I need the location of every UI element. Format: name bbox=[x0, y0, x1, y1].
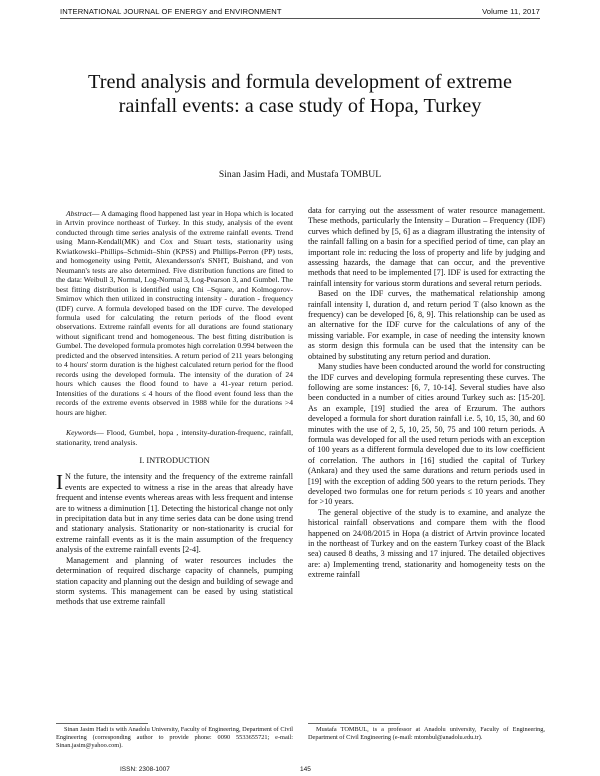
right-paragraph-1: data for carrying out the assessment of water resource management. These methods, particularly the Intensity – Duration – Frequency (IDF) curves which defined by [5, 6] as a diagram illustrating the intensity of the rainfall falling on a basin for a specified period of time, can play an important role in: reducing the loss of property and life by judging and assessing hazards, the damage that can occur, and the preventive methods that need to be implemented [7]. IDF is used for extracting the rainfall intensity for various storm durations and several return periods. bbox=[308, 206, 545, 288]
paper-authors: Sinan Jasim Hadi, and Mustafa TOMBUL bbox=[218, 169, 382, 180]
page-footer bbox=[120, 766, 480, 776]
keywords bbox=[56, 428, 293, 447]
paper-title: Trend analysis and formula development of extreme rainfall events: a case study of Hopa, Turkey bbox=[88, 71, 512, 117]
introduction-body bbox=[56, 472, 293, 607]
keywords-dash: — bbox=[96, 427, 107, 437]
intro-paragraph-1-text: N the future, the intensity and the frequency of the extreme rainfall events are expected to witness a rise in the areas that already have frequent and intense events whereas areas with less frequent and intense are to witness a diminution [1]. Detecting the historical change not only in precipitation data but in any time series data can be done using trend and stationary analysis. Stationarity or non-stationarity is crucial for extreme rainfall events as it is the main assumption of the frequency analysis of the extreme rainfall events [2-4]. bbox=[56, 472, 293, 555]
abstract bbox=[56, 209, 293, 417]
keywords-text: Flood, Gumbel, hopa , intensity-duration-frequenc, rainfall, stationarity, trend analysis. bbox=[56, 427, 293, 447]
volume-label: Volume 11, 2017 bbox=[482, 7, 540, 16]
section-heading-introduction bbox=[56, 456, 293, 466]
right-paragraph-3: Many studies have been conducted around the world for constructing the IDF curves and developing formula representing these curves. The following are some instances: [6, 7, 10-14]. Several studies have also been conducted in a number of cities around Turkey such as: [15-20]. As an example, [19] studied the area of Erzurum. The authors developed a formula for short duration rainfall i.e. 5, 10, 15, 30, and 60 minutes with the use of 2, 5, 10, 25, 50, 75 and 100 return periods. A formula was developed for all the used return periods with an exception of 100 years as a different formula developed due to its low coefficient of correlation. The authors in [16] studied the capital of Turkey (Ankara) and they used the same durations and return periods used in [19] with the exception of adding 500 years to the return periods. They developed two formulas one for return periods ≤ 10 years and another for >10 years. bbox=[308, 362, 545, 507]
page-number: 145 bbox=[300, 766, 311, 773]
right-column bbox=[308, 206, 545, 581]
intro-paragraph-1 bbox=[56, 472, 293, 555]
drop-cap: I bbox=[56, 470, 63, 495]
keywords-label: Keywords bbox=[66, 427, 97, 437]
header-rule bbox=[60, 18, 540, 19]
issn-label: ISSN: 2308-1007 bbox=[120, 766, 170, 773]
footnote-author-1: Sinan Jasim Hadi is with Anadolu University, Faculty of Engineering, Department of Civil Engineering (corresponding author to provide phone: 0090 5533655721; e-mail: Sinan.jasim@yahoo.com). bbox=[56, 726, 293, 749]
left-column bbox=[56, 209, 293, 608]
section-title-first: I bbox=[146, 456, 150, 466]
abstract-label: Abstract bbox=[66, 209, 92, 218]
abstract-text: A damaging flood happened last year in Hopa which is located in Artvin province northeast of Turkey. In this study, analysis of the event conducted through time series analysis of the extreme rainfall events. Trend using Mann-Kendall(MK) and Cox and Stuart tests, stationarity using Kwiatkowski–Phillips–Schmidt–Shin (KPSS) and Phillips-Perron (PP) tests, and homogeneity using Pettit, Alexandersson's SNHT, Buishand, and von Neumann's tests are also determined. Five distribution functions are fitted to the data: Weibull 3, Normal, Log-Normal 3, Log-Pearson 3, and Gumbel. The best fitting distribution is identified using Chi –Square, and Kolmogorov-Smirnov which then utilized in constructing intensity - duration - frequency (IDF) curve. A formula developed based on the IDF curve. The developed formula used for calculating the return periods of the flood event observations. Extreme rainfall events for all durations are found stationary without significant trend and homogeneous. The best fitting distribution is Gumbel. The developed formula promotes high correlation 0.994 between the predicted and the observed intensities. A return period of 211 years belonging to 4 hours' storm duration is the highest calculated return period for the flood records using the developed formula. The intensity of the duration of 24 hours which causes the flood found to have a 41-year return period. Intensities of the durations ≤ 4 hours of the flood event found less than the records of the extreme events observed in 1988 while for the durations >4 hours are higher. bbox=[56, 209, 293, 417]
journal-name: INTERNATIONAL JOURNAL OF ENERGY and ENVIRONMENT bbox=[60, 7, 282, 16]
right-paragraph-4: The general objective of the study is to examine, and analyze the historical rainfall observations and compare them with the flood happened on 24/08/2015 in Hopa (a district of Artvin province located in the northeast of Turkey and on the eastern Turkey coast of the Black sea) caused 8 deaths, 3 missing and 17 injured. The detailed objectives are: a) Implementing trend, stationarity and homogeneity tests on the extreme rainfall bbox=[308, 507, 545, 580]
section-numeral: I. bbox=[139, 456, 145, 466]
right-paragraph-2: Based on the IDF curves, the mathematical relationship among rainfall intensity I, duration d, and return period T (also known as the frequency) can be developed [6, 8, 9]. This relationship can be used as an alternative for the IDF curve for the calculations of any of the missing variable. For example, in case of needing the intensity known as storm design this formula can be used that the intensity can be obtained by substituting any return period and duration. bbox=[308, 289, 545, 361]
abstract-dash: — bbox=[91, 209, 101, 218]
footnote-rule-left bbox=[56, 723, 148, 724]
footnote-rule-right bbox=[308, 723, 400, 724]
section-title-rest: NTRODUCTION bbox=[149, 456, 210, 466]
footnote-author-2: Mustafa TOMBUL, is a professor at Anadolu university, Faculty of Engineering, Department of Civil Engineering (e-mail: mtombul@anadolu.edu.tr). bbox=[308, 726, 545, 741]
intro-paragraph-2: Management and planning of water resources includes the determination of required discharge capacity of channels, pumping station capacity and planning out the design and building of sewage and storm systems. This management can be eased by using statistical methods that use extreme rainfall bbox=[56, 555, 293, 607]
